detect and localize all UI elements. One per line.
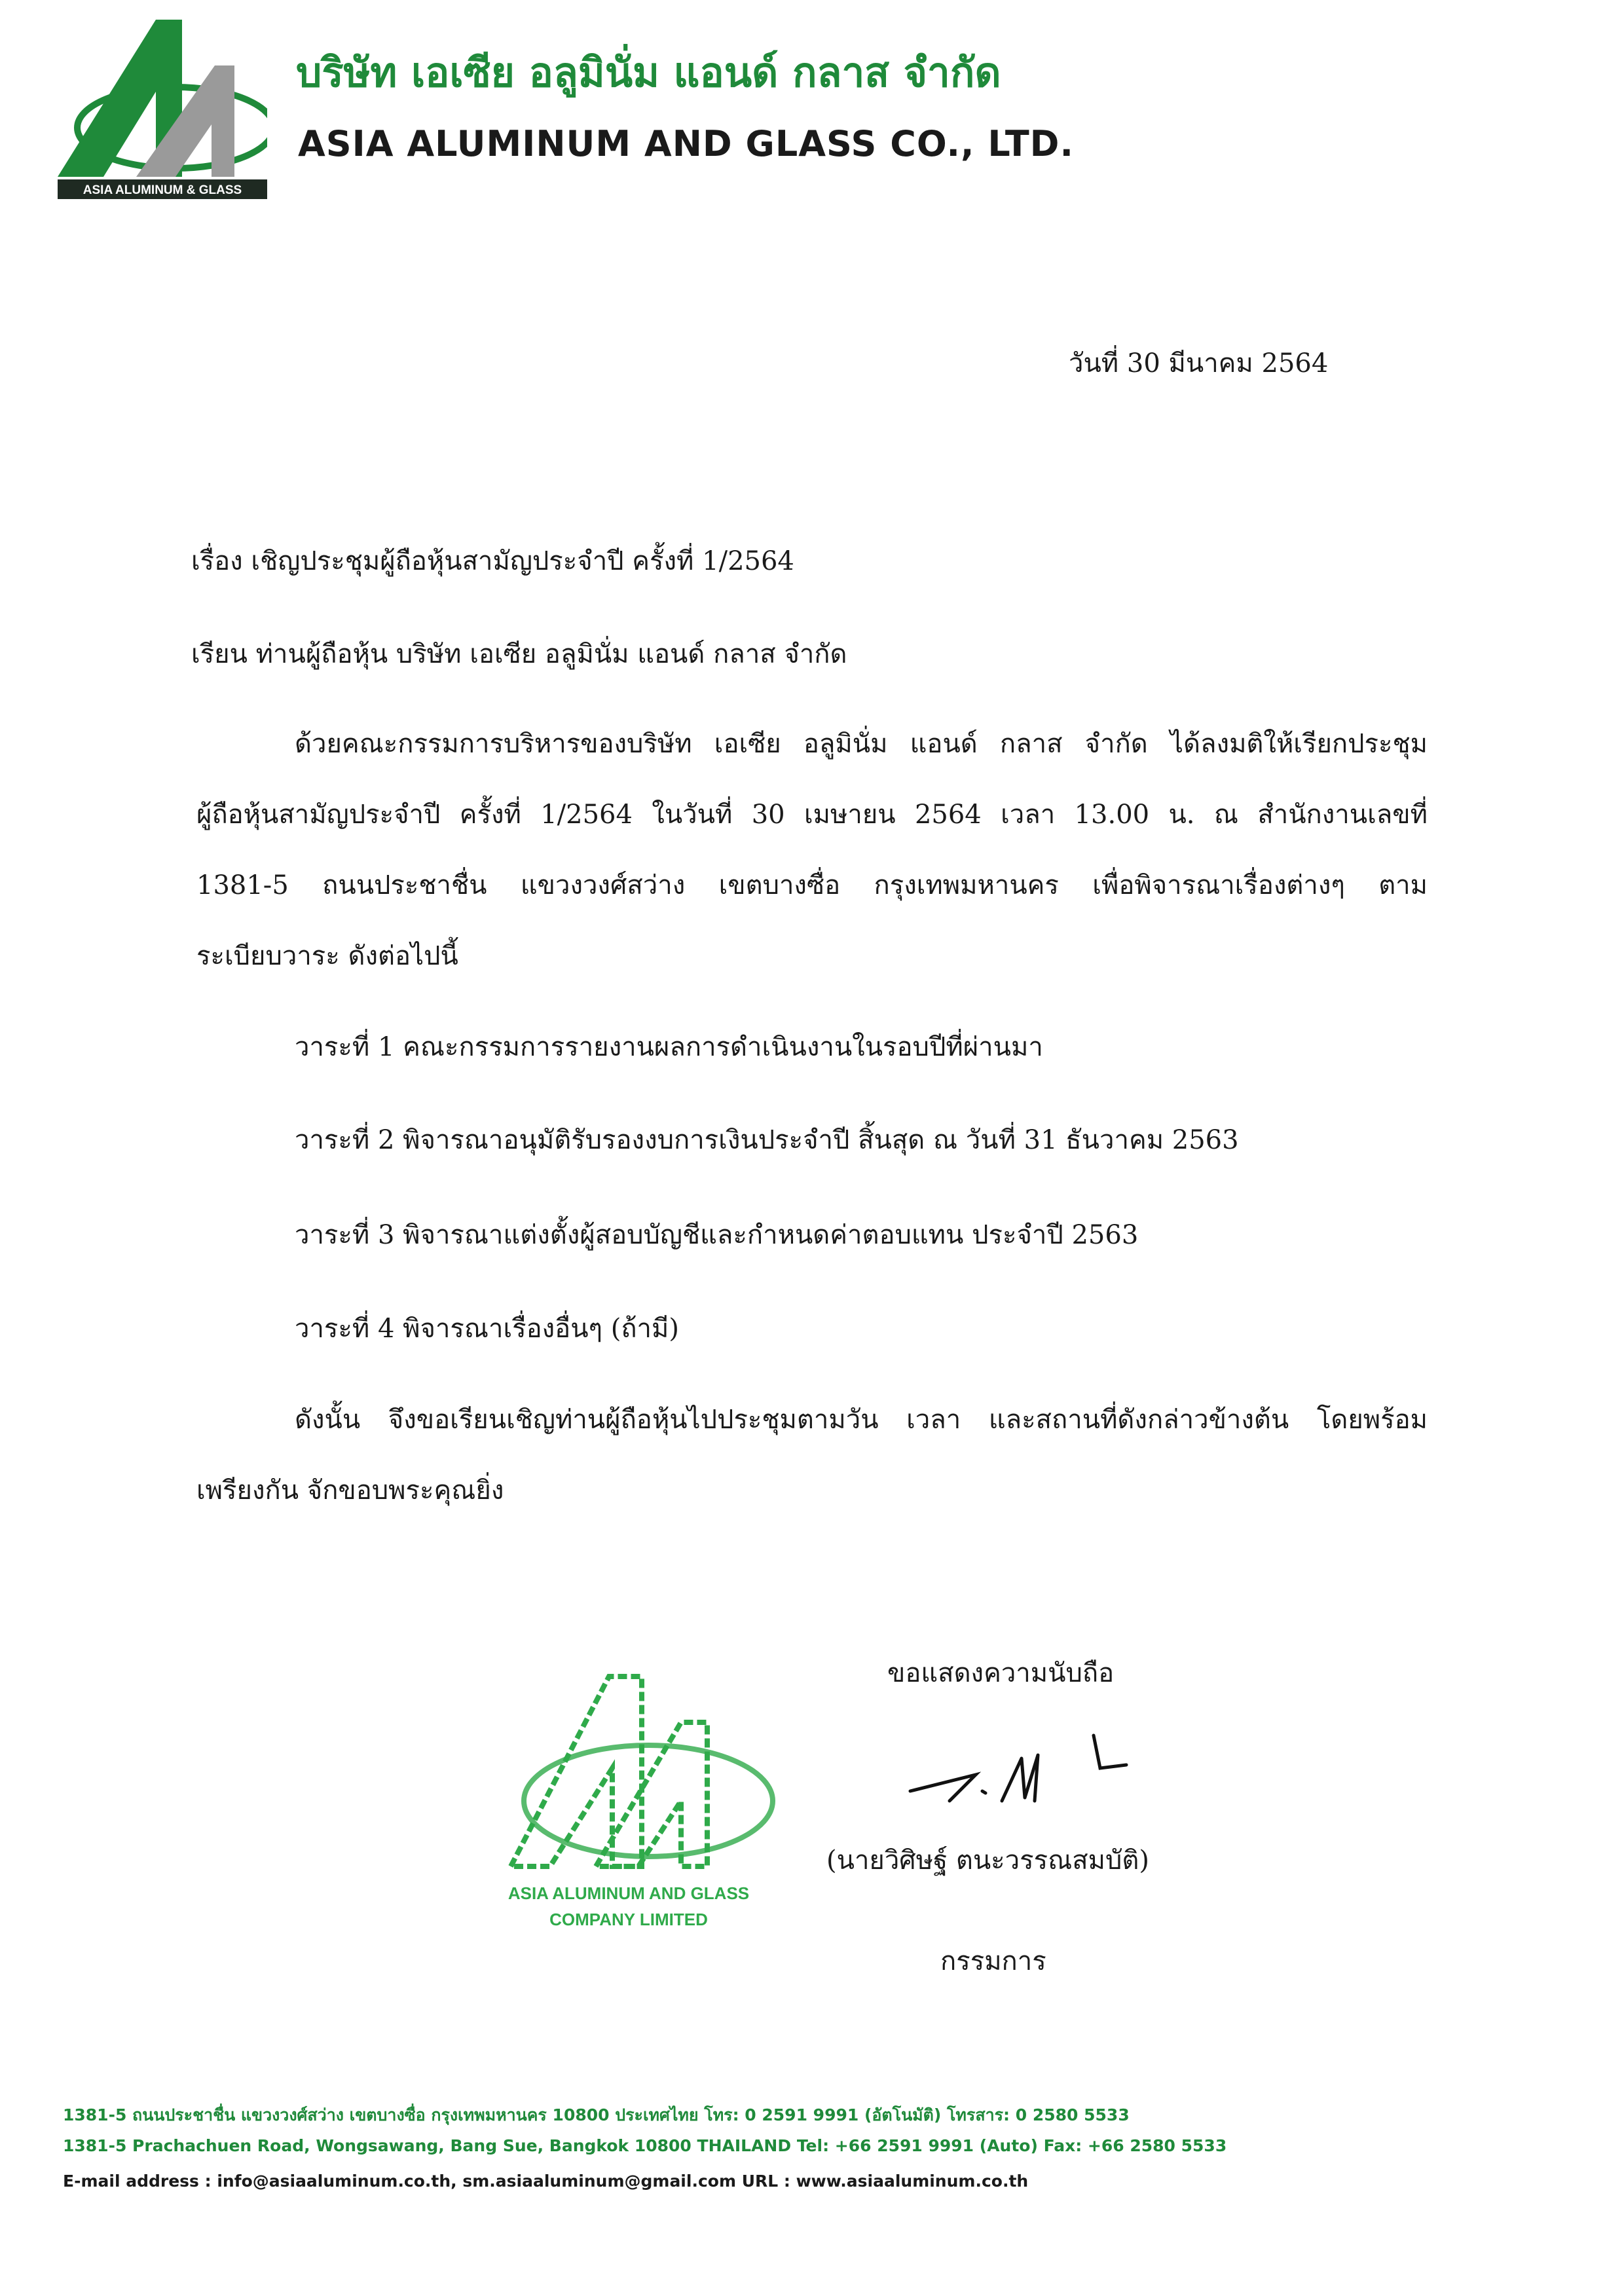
company-stamp <box>498 1657 786 1938</box>
agenda-item-4: วาระที่ 4 พิจารณาเรื่องอื่นๆ (ถ้ามี) <box>295 1314 679 1344</box>
letter-subject: เรื่อง เชิญประชุมผู้ถือหุ้นสามัญประจำปี ครั้งที่ 1/2564 <box>191 546 794 576</box>
letter-salutation: เรียน ท่านผู้ถือหุ้น บริษัท เอเซีย อลูมินั่ม แอนด์ กลาส จำกัด <box>191 639 847 669</box>
paragraph-line: ระเบียบวาระ ดังต่อไปนี้ <box>196 941 458 971</box>
company-name-english: ASIA ALUMINUM AND GLASS CO., LTD. <box>298 123 1075 164</box>
paragraph-line: 1381-5 ถนนประชาชื่น แขวงวงศ์สว่าง เขตบางซื่อ กรุงเทพมหานคร เพื่อพิจารณาเรื่องต่างๆ ตาม <box>196 870 1428 900</box>
paragraph-line: ด้วยคณะกรรมการบริหารของบริษัท เอเซีย อลูมินั่ม แอนด์ กลาส จำกัด ได้ลงมติให้เรียกประชุม <box>295 729 1428 759</box>
stamp-line-2: COMPANY LIMITED <box>549 1910 708 1929</box>
company-name-thai: บริษัท เอเซีย อลูมินั่ม แอนด์ กลาส จำกัด <box>296 48 1001 96</box>
logo-caption: ASIA ALUMINUM & GLASS <box>83 183 242 197</box>
agenda-item-2: วาระที่ 2 พิจารณาอนุมัติรับรองงบการเงินประจำปี สิ้นสุด ณ วันที่ 31 ธันวาคม 2563 <box>295 1125 1239 1155</box>
footer-contact: E-mail address : info@asiaaluminum.co.th, sm.asiaaluminum@gmail.com URL : www.asiaaluminum.co.th <box>63 2172 1029 2191</box>
footer-address-thai: 1381-5 ถนนประชาชื่น แขวงวงศ์สว่าง เขตบางซื่อ กรุงเทพมหานคร 10800 ประเทศไทย โทร: 0 2591 9991 (อัตโนมัติ) โทรสาร: 0 2580 5533 <box>63 2105 1130 2124</box>
signer-name: (นายวิศิษฐ์ ตนะวรรณสมบัติ) <box>826 1845 1149 1876</box>
agenda-item-3: วาระที่ 3 พิจารณาแต่งตั้งผู้สอบบัญชีและกำหนดค่าตอบแทน ประจำปี 2563 <box>295 1220 1139 1250</box>
footer-address-english: 1381-5 Prachachuen Road, Wongsawang, Bang Sue, Bangkok 10800 THAILAND Tel: +66 2591 9991 (Auto) Fax: +66 2580 5533 <box>63 2136 1227 2155</box>
signer-position: กรรมการ <box>940 1946 1046 1976</box>
stamp-line-1: ASIA ALUMINUM AND GLASS <box>507 1883 750 1903</box>
paragraph-closing <box>196 1384 1428 1526</box>
paragraph-line: ดังนั้น จึงขอเรียนเชิญท่านผู้ถือหุ้นไปประชุมตามวัน เวลา และสถานที่ดังกล่าวข้างต้น โดยพร้อม <box>295 1405 1428 1435</box>
handwritten-signature <box>904 1729 1139 1821</box>
agenda-item-1: วาระที่ 1 คณะกรรมการรายงานผลการดำเนินงานในรอบปีที่ผ่านมา <box>295 1032 1043 1062</box>
paragraph-line: เพรียงกัน จักขอบพระคุณยิ่ง <box>196 1475 504 1506</box>
letter-date: วันที่ 30 มีนาคม 2564 <box>1069 348 1329 379</box>
paragraph-invitation <box>196 709 1428 991</box>
paragraph-line: ผู้ถือหุ้นสามัญประจำปี ครั้งที่ 1/2564 ในวันที่ 30 เมษายน 2564 เวลา 13.00 น. ณ สำนักงานเลขที่ <box>196 800 1428 830</box>
company-logo <box>58 20 267 200</box>
closing-phrase: ขอแสดงความนับถือ <box>887 1658 1115 1688</box>
